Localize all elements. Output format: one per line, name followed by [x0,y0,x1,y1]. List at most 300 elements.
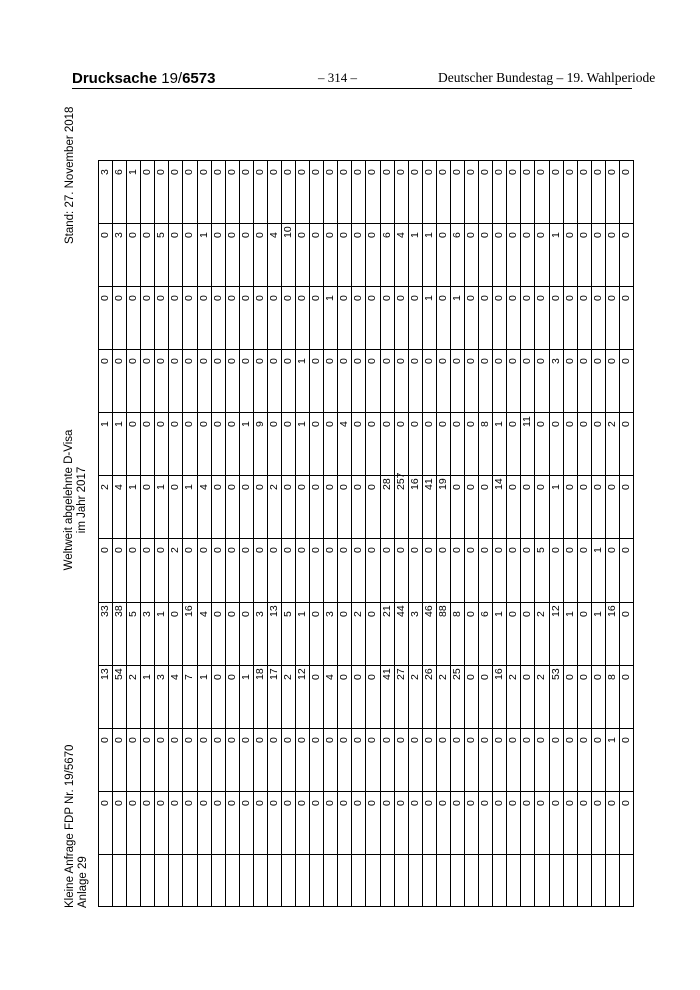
cell-value: 0 [239,295,252,302]
cell-value: 0 [380,736,393,743]
table-cell [479,224,493,287]
table-cell [324,476,338,539]
table-label-cell [465,854,479,906]
annex-line-2: Anlage 29 [77,856,89,908]
table-cell [225,350,239,413]
table-cell [183,413,197,476]
cell-value: 0 [465,484,478,491]
table-cell [507,476,521,539]
cell-value: 0 [535,736,548,743]
table-cell [183,350,197,413]
cell-value: 25 [450,667,463,680]
cell-value: 0 [366,610,379,617]
table-cell [324,728,338,791]
table-label-cell [183,854,197,906]
table-cell [253,413,267,476]
cell-value: 0 [450,421,463,428]
table-cell [155,413,169,476]
cell-value: 0 [619,295,632,302]
cell-value: 0 [225,673,238,680]
table-cell [493,413,507,476]
table-cell [197,350,211,413]
cell-value: 0 [436,421,449,428]
cell-value: 0 [141,421,154,428]
table-cell [211,476,225,539]
cell-value: 0 [408,295,421,302]
table-cell [282,665,296,728]
cell-value: 2 [127,673,140,680]
cell-value: 6 [479,610,492,617]
table-cell [563,287,577,350]
table-cell [253,539,267,602]
table-cell [507,161,521,224]
table-cell [535,539,549,602]
page-number: – 314 – [318,70,357,85]
cell-value: 0 [211,421,224,428]
table-cell [127,413,141,476]
cell-value: 0 [282,295,295,302]
cell-value: 0 [535,421,548,428]
cell-value: 0 [211,673,224,680]
table-cell [127,224,141,287]
table-cell [99,224,113,287]
cell-value: 1 [239,673,252,680]
table-cell [282,413,296,476]
cell-value: 0 [479,736,492,743]
table-cell [155,602,169,665]
cell-value: 0 [577,295,590,302]
table-cell [197,539,211,602]
cell-value: 0 [535,169,548,175]
cell-value: 10 [282,226,295,239]
cell-value: 0 [267,358,280,365]
table-cell [507,539,521,602]
table-cell [549,287,563,350]
table-cell [282,728,296,791]
table-cell [366,791,380,854]
table-cell [493,476,507,539]
table-cell [183,476,197,539]
table-cell [282,602,296,665]
table-cell [267,728,281,791]
cell-value: 0 [521,736,534,743]
cell-value: 21 [380,604,393,617]
table-cell [493,791,507,854]
table-cell [253,728,267,791]
cell-value: 2 [99,484,111,491]
cell-value: 0 [577,673,590,680]
cell-value: 0 [267,421,280,428]
table-cell [267,791,281,854]
cell-value: 4 [113,484,126,491]
table-cell [394,472,408,539]
cell-value: 0 [296,295,309,302]
cell-value: 41 [422,478,435,491]
table-cell [310,413,324,476]
table-cell [141,602,155,665]
table-label-cell [380,854,394,906]
table-cell [605,791,619,854]
table-cell [324,287,338,350]
table-cell [577,665,591,728]
cell-value: 5 [282,610,295,617]
table-cell [493,602,507,665]
cell-value: 0 [225,358,238,365]
table-cell [267,539,281,602]
date-stand: Stand: 27. November 2018 [64,106,76,244]
table-cell [141,476,155,539]
table-cell [479,539,493,602]
table-cell [436,602,450,665]
cell-value: 0 [408,421,421,428]
table-cell [465,224,479,287]
cell-value: 0 [211,484,224,491]
table-cell [338,539,352,602]
table-cell [324,602,338,665]
cell-value: 0 [338,295,351,302]
cell-value: 0 [211,547,224,554]
table-cell [267,224,281,287]
document-number-prefix: 19/ [161,70,183,87]
table-cell [338,602,352,665]
table-cell [296,413,310,476]
table-cell [465,161,479,224]
table-cell [521,350,535,413]
table-cell [282,161,296,224]
table-cell [408,728,422,791]
cell-value: 0 [113,547,126,554]
table-cell [465,539,479,602]
cell-value: 0 [267,295,280,302]
cell-value: 3 [99,169,111,175]
cell-value: 0 [521,169,534,175]
cell-value: 4 [197,610,210,617]
cell-value: 0 [619,232,632,239]
cell-value: 0 [352,358,365,365]
cell-value: 4 [169,673,182,680]
table-cell [225,539,239,602]
table-cell [450,161,464,224]
cell-value: 0 [99,358,111,365]
table-cell [366,728,380,791]
cell-value: 1 [493,610,506,617]
table-cell [225,476,239,539]
cell-value: 0 [436,736,449,743]
table-cell [408,287,422,350]
table-cell [239,476,253,539]
cell-value: 0 [577,232,590,239]
table-cell [296,791,310,854]
table-cell [239,287,253,350]
cell-value: 0 [267,169,280,175]
cell-value: 5 [155,232,168,239]
cell-value: 26 [422,667,435,680]
table-row [99,476,634,539]
cell-value: 0 [619,610,632,617]
table-cell [450,224,464,287]
cell-value: 0 [380,295,393,302]
table-cell [127,665,141,728]
table-label-cell [169,854,183,906]
cell-value: 0 [563,421,576,428]
cell-value: 0 [450,169,463,175]
cell-value: 0 [197,295,210,302]
table-cell [169,728,183,791]
table-cell [422,413,436,476]
table-cell [338,413,352,476]
cell-value: 0 [155,799,168,806]
cell-value: 2 [535,610,548,617]
table-cell [296,476,310,539]
cell-value: 0 [394,358,407,365]
table-cell [155,350,169,413]
cell-value: 0 [366,484,379,491]
table-label-cell [155,854,169,906]
table-cell [380,287,394,350]
cell-value: 0 [507,169,520,175]
table-cell [225,287,239,350]
cell-value: 0 [183,232,196,239]
table-label-cell [436,854,450,906]
cell-value: 4 [324,673,337,680]
table-cell [549,350,563,413]
table-cell [253,602,267,665]
table-cell [169,350,183,413]
cell-value: 0 [479,358,492,365]
cell-value: 0 [493,169,506,175]
table-cell [479,728,493,791]
table-cell [422,728,436,791]
cell-value: 16 [605,604,618,617]
cell-value: 0 [479,799,492,806]
table-cell [338,665,352,728]
cell-value: 1 [591,610,604,617]
cell-value: 0 [310,736,323,743]
table-cell [310,476,324,539]
cell-value: 53 [549,667,562,680]
table-cell [591,287,605,350]
cell-value: 0 [577,421,590,428]
table-label-cell [493,854,507,906]
cell-value: 0 [338,358,351,365]
table-cell [310,665,324,728]
table-cell [394,791,408,854]
table-cell [577,791,591,854]
table-cell [507,602,521,665]
table-cell [310,602,324,665]
table-cell [338,791,352,854]
cell-value: 0 [239,358,252,365]
cell-value: 0 [465,736,478,743]
cell-value: 0 [465,547,478,554]
cell-value: 0 [310,295,323,302]
table-cell [591,602,605,665]
cell-value: 0 [169,736,182,743]
cell-value: 27 [394,667,407,680]
cell-value: 1 [324,295,337,302]
table-cell [605,728,619,791]
cell-value: 0 [211,232,224,239]
table-cell [563,665,577,728]
table-cell [591,476,605,539]
table-cell [380,476,394,539]
cell-value: 0 [113,736,126,743]
cell-value: 0 [127,547,140,554]
table-label-cell [99,854,113,906]
cell-value: 0 [169,421,182,428]
table-cell [619,413,633,476]
table-cell [253,287,267,350]
table-cell [211,224,225,287]
cell-value: 0 [408,169,421,175]
table-label-strip [99,854,634,906]
table-cell [479,665,493,728]
cell-value: 0 [225,295,238,302]
cell-value: 0 [380,547,393,554]
table-cell [296,287,310,350]
table-cell [169,791,183,854]
table-cell [465,287,479,350]
cell-value: 0 [450,358,463,365]
table-cell [507,728,521,791]
cell-value: 0 [141,547,154,554]
table-cell [436,476,450,539]
table-cell [155,224,169,287]
table-cell [450,413,464,476]
cell-value: 0 [479,547,492,554]
table-cell [324,665,338,728]
cell-value: 1 [127,169,140,175]
table-cell [267,350,281,413]
table-cell [465,476,479,539]
cell-value: 0 [197,736,210,743]
cell-value: 0 [324,484,337,491]
cell-value: 0 [563,547,576,554]
table-cell [521,476,535,539]
cell-value: 0 [225,547,238,554]
cell-value: 0 [310,358,323,365]
cell-value: 0 [549,421,562,428]
cell-value: 0 [169,799,182,806]
cell-value: 0 [267,547,280,554]
table-cell [422,665,436,728]
cell-value: 0 [169,295,182,302]
table-cell [239,350,253,413]
table-cell [352,602,366,665]
cell-value: 0 [282,736,295,743]
table-cell [169,287,183,350]
table-cell [225,728,239,791]
cell-value: 0 [591,484,604,491]
cell-value: 0 [197,421,210,428]
cell-value: 19 [436,478,449,491]
cell-value: 0 [141,736,154,743]
table-cell [380,602,394,665]
table-cell [141,728,155,791]
cell-value: 0 [141,358,154,365]
table-cell [310,539,324,602]
cell-value: 16 [493,667,506,680]
table-cell [521,728,535,791]
cell-value: 0 [225,169,238,175]
cell-value: 0 [338,673,351,680]
table-cell [127,539,141,602]
cell-value: 4 [338,421,351,428]
cell-value: 16 [408,478,421,491]
table-cell [310,791,324,854]
table-row [99,539,634,602]
cell-value: 0 [352,169,365,175]
table-cell [591,539,605,602]
table-cell [99,665,113,728]
cell-value: 0 [394,799,407,806]
table-cell [450,728,464,791]
table-cell [155,728,169,791]
cell-value: 2 [507,673,520,680]
cell-value: 0 [450,484,463,491]
table-cell [465,350,479,413]
cell-value: 0 [436,547,449,554]
cell-value: 0 [282,358,295,365]
table-cell [352,539,366,602]
cell-value: 12 [296,667,309,680]
cell-value: 0 [450,799,463,806]
table-cell [197,161,211,224]
cell-value: 0 [282,799,295,806]
cell-value: 0 [577,610,590,617]
cell-value: 0 [507,799,520,806]
cell-value: 0 [394,169,407,175]
table-cell [239,602,253,665]
cell-value: 0 [465,799,478,806]
cell-value: 0 [577,169,590,175]
table-cell [535,791,549,854]
table-cell [352,728,366,791]
cell-value: 0 [253,358,266,365]
cell-value: 0 [563,736,576,743]
table-cell [605,413,619,476]
table-cell [99,602,113,665]
table-cell [324,350,338,413]
cell-value: 0 [183,358,196,365]
cell-value: 1 [141,673,154,680]
table-cell [310,287,324,350]
table-cell [380,665,394,728]
table-cell [225,161,239,224]
table-cell [577,476,591,539]
table-cell [380,791,394,854]
table-cell [577,602,591,665]
cell-value: 6 [380,232,393,239]
cell-value: 0 [408,547,421,554]
cell-value: 1 [99,421,111,428]
cell-value: 0 [127,232,140,239]
document-number [72,70,215,87]
table-cell [465,602,479,665]
cell-value: 0 [450,736,463,743]
table-cell [127,602,141,665]
table-title [63,430,89,571]
cell-value: 0 [183,799,196,806]
table-label-cell [267,854,281,906]
table-cell [422,539,436,602]
cell-value: 0 [338,547,351,554]
table-cell [183,602,197,665]
table-cell [197,287,211,350]
table-cell [465,791,479,854]
table-cell [296,665,310,728]
table-cell [239,161,253,224]
